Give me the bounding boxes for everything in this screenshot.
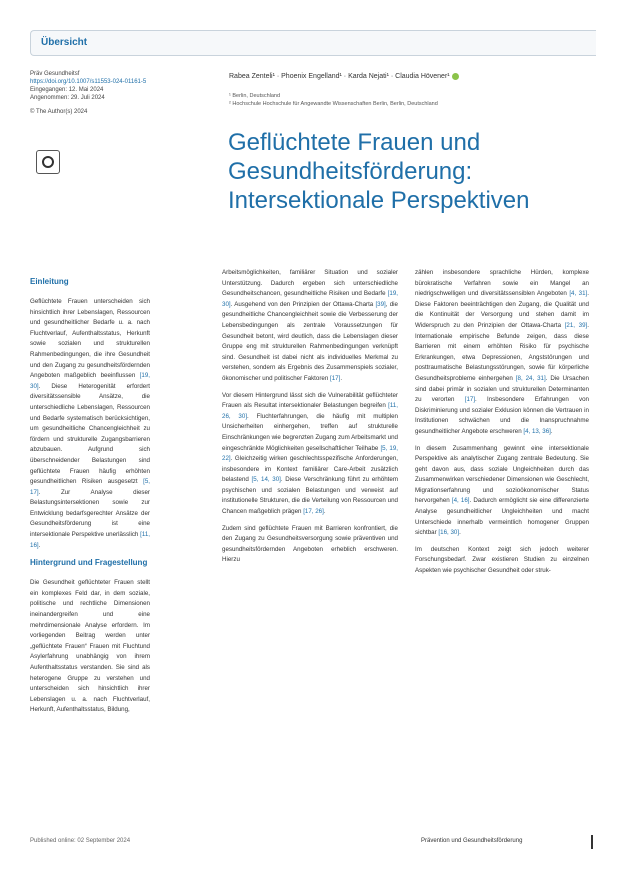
published-online: Published online: 02 September 2024 <box>30 838 131 844</box>
text-column-1 <box>30 270 150 722</box>
footer-divider <box>591 835 593 849</box>
copyright-line: © The Author(s) 2024 <box>30 109 88 115</box>
paragraph: zählen insbesondere sprachliche Hürden, komplexe bürokratische Verfahren sowie ein Mangel an niedrigschwelligen und diversitätssensiblen Angeboten [4, 31]. Diese Faktoren beeinträchtigen den Zugang, die Qualität und die Kontinuität der Versorgung und stehen damit im Widerspruch zu den Prinzipien der Ottawa-Charta [21, 39]. Internationale empirische Befunde zeigen, dass diese Barrieren mit einem erhöhten Risiko für psychische Erkrankungen, etwa Depressionen, Angststörungen und posttraumatische Belastungsstörungen, sowie für körperliche Gesundheitsprobleme einhergehen [8, 24, 31]. Die Ursachen sind dabei primär in sozialen und strukturellen Determinanten zu verorten [17]. Insbesondere Erfahrungen von Diskriminierung und sozialer Exklusion können die Vertrauen in Institutionen schwächen und die Inanspruchnahme gesundheitlicher Angebote erschweren [4, 13, 36]. <box>415 269 589 435</box>
article-title <box>228 128 598 215</box>
citation-link[interactable]: [11, 26, 30] <box>222 402 398 420</box>
citation-link[interactable]: [4, 13, 36] <box>523 427 551 435</box>
citation-link[interactable]: [5, 19, 22] <box>222 444 398 463</box>
paragraph: Vor diesem Hintergrund lässt sich die Vulnerabilität geflüchteter Frauen als Resultat intersektionaler Belastungen begreifen [11, 26, 30]. Fluchterfahrungen, die häufig mit multiplen Unsicherheiten einhergehen, treffen auf strukturelle Einschränkungen wie begrenzten Zugang zum Arbeitsmarkt und eingeschränkte Möglichkeiten gesellschaftlicher Teilhabe [5, 19, 22]. Gleichzeitig wirken geschlechtsspezifische Anforderungen, insbesondere im Kontext familiärer Care-Arbeit zusätzlich belastend [5, 14, 30]. Diese Verschränkung führt zu erhöhtem psychischen und sozialen Belastungen und verweist auf institutionelle Strukturen, die die Verteilung von Ressourcen und Chancen maßgeblich prägen [17, 26]. <box>222 391 398 516</box>
section-header-bar <box>30 30 596 56</box>
paragraph: In diesem Zusammenhang gewinnt eine intersektionale Perspektive als analytischer Zugang zentrale Bedeutung. Sie geht davon aus, dass soziale Ungleichheiten durch das Zusammenwirken verschiedener Dimensionen wie Geschlecht, Migrationserfahrung und sozioökonomischer Status hervorgehen [4, 16]. Dadurch ermöglicht sie eine differenzierte Analyse gesundheitlicher Ungleichheiten und macht Unterschiede innerhalb vermeintlich homogener Gruppen sichtbar [16, 30]. <box>415 444 589 537</box>
citation-link[interactable]: [11, 16] <box>30 531 150 549</box>
article-meta <box>30 70 210 116</box>
text-column-3 <box>415 268 589 583</box>
citation-link[interactable]: [39] <box>375 300 386 308</box>
orcid-icon[interactable] <box>452 73 459 80</box>
citation-link[interactable]: [5, 17] <box>30 478 150 496</box>
affiliation-2: ² Hochschule Hochschule für Angewandte Wissenschaften Berlin, Berlin, Deutschland <box>229 101 438 107</box>
accepted-date: Angenommen: 29. Juli 2024 <box>30 95 105 101</box>
citation-link[interactable]: [17] <box>464 396 476 404</box>
journal-footer: Prävention und Gesundheitsförderung <box>421 838 523 844</box>
paragraph: Zudem sind geflüchtete Frauen mit Barrieren konfrontiert, die den Zugang zu Gesundheitsversorgung sowie präventiven und gesundheitsfördernden Angeboten erheblich erschweren. Hierzu <box>222 524 398 564</box>
title-line-3: Intersektionale Perspektiven <box>228 187 530 214</box>
citation-link[interactable]: [4, 31] <box>569 290 588 298</box>
paragraph: Die Gesundheit geflüchteter Frauen stellt ein komplexes Feld dar, in dem soziale, politische und rechtliche Dimensionen ineinandergreifen und eine mehrdimensionale Analyse erfordern. Im vorliegenden Beitrag werden unter „geflüchtete Frauen“ Frauen mit Fluchtund Asylerfahrung unabhängig von ihrem Aufenthaltsstatus verstanden. Sie sind als heterogene Gruppe zu verstehen und unterscheiden sich hinsichtlich ihrer Lebenslagen u. a. nach Fluchtverlauf, Herkunft, Aufenthaltsstatus, Bildung, <box>30 579 150 714</box>
author-list <box>229 72 599 81</box>
title-line-1: Geflüchtete Frauen und <box>228 129 481 156</box>
paragraph: Arbeitsmöglichkeiten, familiärer Situation und sozialer Unterstützung. Dadurch ergeben sich unterschiedliche Gesundheitschancen, gesundheitliche Risiken und Bedarfe [19, 30]. Ausgehend von den Prinzipien der Ottawa-Charta [39], die gesundheitliche Chancengleichheit sowie die Verbesserung der Lebensbedingungen als zentrale Voraussetzungen für Gesundheit betont, wird deutlich, dass die Lebenslagen dieser Gruppe eng mit strukturellen Rahmenbedingungen verknüpft sind. Gesundheit ist dabei nicht als individuelles Merkmal zu verstehen, sondern als Ergebnis des Zusammenspiels sozialer, ökonomischer und politischer Faktoren [17]. <box>222 269 398 382</box>
citation-link[interactable]: [19, 30] <box>222 290 398 308</box>
section-label: Übersicht <box>41 37 88 48</box>
citation-link[interactable]: [5, 14, 30] <box>251 476 281 484</box>
section-heading-einleitung: Einleitung <box>30 277 69 286</box>
author-names: Rabea Zenteli¹ · Phoenix Engelland¹ · Karda Nejati¹ · Claudia Hövener¹ <box>229 73 450 80</box>
citation-link[interactable]: [19, 30] <box>30 372 150 390</box>
paragraph: Im deutschen Kontext zeigt sich jedoch weiterer Forschungsbedarf. Zwar existieren Studien zu einzelnen Aspekten wie psychischer Gesundheit oder struk- <box>415 545 589 575</box>
citation-link[interactable]: [21, 39] <box>564 321 588 329</box>
citation-link[interactable]: [17] <box>330 374 341 382</box>
section-heading-hintergrund: Hintergrund und Fragestellung <box>30 558 148 568</box>
citation-link[interactable]: [8, 24, 31] <box>515 374 546 382</box>
doi-link[interactable]: https://doi.org/10.1007/s11553-024-01161-5 <box>30 79 147 85</box>
paragraph: Geflüchtete Frauen unterscheiden sich hinsichtlich ihrer Lebenslagen, Ressourcen und gesundheitlicher Bedarfe u. a. nach Fluchtverlauf, Aufenthaltsstatus, Herkunft sowie sozialen und strukturellen Rahmenbedingungen, die ihre Gesundheit und den Zugang zu gesundheitsfördernden Angeboten maßgeblich beeinflussen [19, 30]. Diese Heterogenität erfordert diversitätssensible Ansätze, die unterschiedliche Lebenslagen, Ressourcen und Bedarfe systematisch berücksichtigen, um gesundheitliche Chancengleichheit zu fördern und strukturelle Zugangsbarrieren abzubauen. Aufgrund sich überschneidender Belastungen sind geflüchtete Frauen häufig erhöhten gesundheitlichen Risiken ausgesetzt [5, 17]. Zur Analyse dieser Belastungsintersektionen sowie zur Entwicklung bedarfsgerechter Ansätze der Gesundheitsförderung ist eine intersektionale Perspektive unerlässlich [11, 16]. <box>30 298 150 549</box>
title-line-2: Gesundheitsförderung: <box>228 158 473 185</box>
journal-abbrev: Präv Gesundheitsf <box>30 71 80 77</box>
received-date: Eingegangen: 12. Mai 2024 <box>30 87 104 93</box>
affiliation-1: ¹ Berlin, Deutschland <box>229 93 281 99</box>
citation-link[interactable]: [4, 16] <box>451 497 470 505</box>
affiliations <box>229 92 599 108</box>
citation-link[interactable]: [17, 26] <box>303 508 324 516</box>
creative-commons-icon <box>36 150 60 174</box>
citation-link[interactable]: [16, 30] <box>438 529 460 537</box>
text-column-2 <box>222 268 398 572</box>
